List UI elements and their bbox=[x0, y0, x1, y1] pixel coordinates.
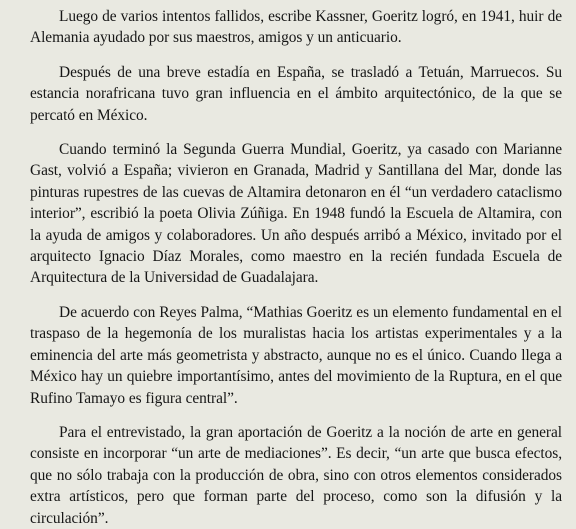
paragraph-postwar-spain-and-mexico: Cuando terminó la Segunda Guerra Mundial, Goeritz, ya casado con Marianne Gast, volvió a España; vivieron en Granada, Madrid y Santillana del Mar, donde las pinturas rupestres de las cuevas de Altamira detonaron en él “un verdadero cataclismo interior”, escribió la poeta Olivia Zúñiga. En 1948 fundó la Escuela de Altamira, con la ayuda de amigos y colaboradores. Un año después arribó a México, invitado por el arquitecto Ignacio Díaz Morales, como maestro en la recién fundada Escuela de Arquitectura de la Universidad de Guadalajara. bbox=[30, 141, 562, 287]
paragraph-stay-in-spain-morocco: Después de una breve estadía en España, se trasladó a Tetuán, Marruecos. Su estancia norafricana tuvo gran influencia en el ámbito arquitectónico, de la que se percató en México. bbox=[30, 63, 562, 124]
paragraph-art-of-mediations: Para el entrevistado, la gran aportación de Goeritz a la noción de arte en general consiste en incorporar “un arte de mediaciones”. Es decir, “un arte que busca efectos, que no sólo trabaja con la producción de obra, sino con otros elementos considerados extra artísticos, pero que forman parte del proceso, como son la difusión y la circulación”. bbox=[30, 423, 562, 527]
paragraph-reyes-palma-quote: De acuerdo con Reyes Palma, “Mathias Goeritz es un elemento fundamental en el traspaso de la hegemonía de los muralistas hacia los artistas experimentales y a la eminencia del arte más geometrista y abstracto, aunque no es el único. Cuando llega a México hay un quiebre importantísimo, antes del movimiento de la Ruptura, en el que Rufino Tamayo es figura central”. bbox=[30, 303, 562, 407]
paragraph-escape-from-germany: Luego de varios intentos fallidos, escribe Kassner, Goeritz logró, en 1941, huir de Alemania ayudado por sus maestros, amigos y un anticuario. bbox=[30, 8, 562, 47]
